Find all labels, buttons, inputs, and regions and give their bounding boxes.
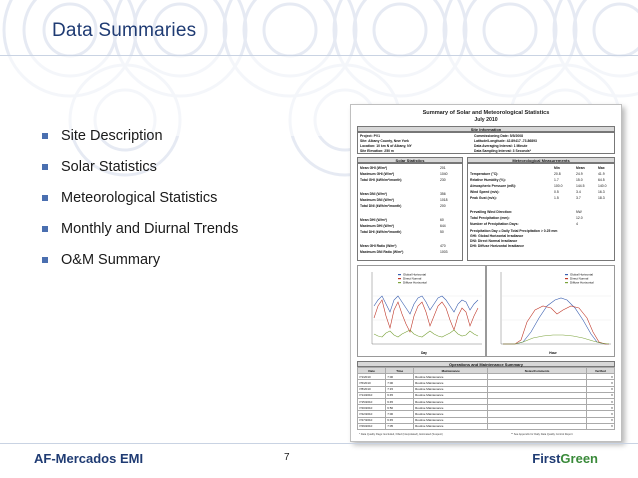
site-line: Commissioning Date: 5/5/2008 <box>474 134 523 138</box>
site-line: Data Averaging Interval: 1 Minute <box>474 144 528 148</box>
om-cell: 6:45 <box>386 417 414 423</box>
om-col: Verified <box>586 368 614 374</box>
site-line: Project: PV1 <box>360 134 380 138</box>
solar-stats-box <box>357 163 463 261</box>
om-header: Operations and Maintenance Summary <box>357 361 615 367</box>
solar-label: Total DHI (kWh/m²/month) <box>360 230 402 234</box>
met-label: Temperature (°C): <box>470 172 499 176</box>
met-value: 16.3 <box>598 190 605 194</box>
met-header: Meteorological Measurements <box>467 157 615 163</box>
bullet-item <box>42 213 238 244</box>
met-label: Peak Gust (m/s): <box>470 196 497 200</box>
report-footnote: ** See Appendix for Daily Data Quality Control Report <box>511 433 573 436</box>
daily-irradiance-chart <box>357 265 486 357</box>
om-cell: 7:05 <box>386 423 414 429</box>
solar-value: 356 <box>440 192 446 196</box>
footer-company: AF-Mercados EMI <box>34 451 144 466</box>
met-col-min: Min <box>554 166 560 170</box>
met-value: 4 <box>576 222 578 226</box>
solar-label: Mean DNI (W/m²) <box>360 192 387 196</box>
report-title: Summary of Solar and Meteorological Statistics <box>422 110 550 116</box>
om-cell: 7/14/2010 <box>358 392 386 398</box>
om-cell: 7/8/2010 <box>358 386 386 392</box>
square-bullet-icon <box>42 164 48 170</box>
report-thumbnail <box>350 104 622 442</box>
report-footnote: * Data Quality Flags: Excluded, Filled (Interpolated), Estimated (Suspect) <box>359 433 443 436</box>
om-cell: X <box>586 417 614 423</box>
bullet-text: O&M Summary <box>61 251 161 268</box>
solar-label: Maximum DHI (W/m²) <box>360 224 394 228</box>
om-cell: Routine Maintenance <box>414 417 488 423</box>
solar-label: Maximum DNI (W/m²) <box>360 198 394 202</box>
bullet-text: Meteorological Statistics <box>61 189 218 206</box>
bullet-item <box>42 182 238 213</box>
bullet-text: Site Description <box>61 127 163 144</box>
logo-text-green: Green <box>560 451 598 466</box>
bullet-text: Monthly and Diurnal Trends <box>61 220 239 237</box>
square-bullet-icon <box>42 257 48 263</box>
om-cell: Routine Maintenance <box>414 423 488 429</box>
om-cell: Routine Maintenance <box>414 380 488 386</box>
site-line: Latitude/Longitude: 42.89417 -73.86893 <box>474 139 537 143</box>
solar-label: Maximum GHI (W/m²) <box>360 172 395 176</box>
legend-entry: Diffuse Horizontal <box>570 280 594 285</box>
om-cell: 7/29/2010 <box>358 423 386 429</box>
slide-title: Data Summaries <box>52 20 197 41</box>
met-value: 144.5 <box>576 184 585 188</box>
solar-value: 201 <box>440 166 446 170</box>
met-value: 1.7 <box>554 178 559 182</box>
om-cell: 6:45 <box>386 398 414 404</box>
page-number: 7 <box>284 452 290 463</box>
om-cell: Routine Maintenance <box>414 392 488 398</box>
met-label: Number of Precipitation Days: <box>470 222 519 226</box>
site-line: Site: Albany County, New York <box>360 139 409 143</box>
om-cell: Routine Maintenance <box>414 386 488 392</box>
x-axis-label: Day <box>421 351 427 355</box>
legend-entry: Direct Normal <box>403 276 422 281</box>
met-value: 1.5 <box>554 196 559 200</box>
bullet-text: Solar Statistics <box>61 158 157 175</box>
om-cell <box>488 423 587 429</box>
solar-value: 60 <box>440 218 444 222</box>
met-note: DHI: Diffuse Horizontal Irradiance <box>470 244 525 248</box>
x-axis-label: Hour <box>549 351 557 355</box>
om-cell: X <box>586 398 614 404</box>
met-box <box>467 163 615 261</box>
solar-value: 1040 <box>440 172 448 176</box>
met-label: Total Precipitation (mm): <box>470 216 510 220</box>
om-cell: Routine Maintenance <box>414 374 488 380</box>
diurnal-irradiance-chart <box>486 265 615 357</box>
met-value: 100.0 <box>554 184 563 188</box>
firstgreen-logo <box>532 451 598 466</box>
solar-label: Total GHI (kWh/m²/month) <box>360 178 402 182</box>
met-col-max: Max <box>598 166 605 170</box>
om-cell: Routine Maintenance <box>414 411 488 417</box>
site-line: Site Elevation: 250 m <box>360 149 394 153</box>
om-cell: 6:50 <box>386 405 414 411</box>
legend-entry: Direct Normal <box>570 276 589 281</box>
solar-label: Mean GHI Ratio (W/m²) <box>360 244 397 248</box>
met-col-mean: Mean <box>576 166 585 170</box>
met-value: 64.5 <box>598 178 605 182</box>
om-col: Date <box>358 368 386 374</box>
title-divider <box>0 55 638 56</box>
met-label: Wind Speed (m/s): <box>470 190 500 194</box>
om-cell: 7:00 <box>386 411 414 417</box>
solar-value: 470 <box>440 244 446 248</box>
om-cell: X <box>586 423 614 429</box>
met-value: 12.0 <box>576 216 583 220</box>
om-cell: 7:15 <box>386 386 414 392</box>
met-value: 41.9 <box>598 172 605 176</box>
site-info-box <box>357 132 615 154</box>
bullet-item <box>42 120 238 151</box>
om-cell: 7/6/2010 <box>358 380 386 386</box>
om-cell: 7/15/2010 <box>358 398 386 404</box>
solar-label: Maximum DNI Ratio (W/m²) <box>360 250 404 254</box>
solar-stats-header: Solar Statistics <box>357 157 463 163</box>
met-value: NW <box>576 210 582 214</box>
site-line: Location: 10 km N of Albany, NY <box>360 144 412 148</box>
solar-value: 200 <box>440 204 446 208</box>
om-cell: 7/22/2010 <box>358 411 386 417</box>
table-row <box>358 423 615 429</box>
om-col: Maintenance <box>414 368 488 374</box>
om-cell: 7:00 <box>386 374 414 380</box>
square-bullet-icon <box>42 226 48 232</box>
met-value: 18.3 <box>598 196 605 200</box>
om-cell: X <box>586 411 614 417</box>
solar-label: Mean GHI (W/m²) <box>360 166 388 170</box>
om-cell: X <box>586 380 614 386</box>
met-value: 140.0 <box>598 184 607 188</box>
om-cell: X <box>586 392 614 398</box>
solar-value: 230 <box>440 178 446 182</box>
om-cell: 7:00 <box>386 380 414 386</box>
met-label: Relative Humidity (%): <box>470 178 506 182</box>
bullet-list <box>42 120 238 275</box>
om-cell: X <box>586 374 614 380</box>
met-value: 0.5 <box>554 190 559 194</box>
om-cell: X <box>586 405 614 411</box>
om-cell: Routine Maintenance <box>414 405 488 411</box>
met-label: Prevailing Wind Direction: <box>470 210 513 214</box>
solar-value: 1003 <box>440 250 448 254</box>
bullet-item <box>42 151 238 182</box>
solar-label: Mean DHI (W/m²) <box>360 218 387 222</box>
om-cell: 6:45 <box>386 392 414 398</box>
legend-entry: Global Horizontal <box>570 272 594 277</box>
bullet-item <box>42 244 238 275</box>
logo-text-first: First <box>532 451 561 466</box>
met-value: 3.4 <box>576 190 581 194</box>
site-info-header: Site Information <box>357 126 615 132</box>
report-month: July 2010 <box>474 117 498 123</box>
diurnal-irradiance-plot <box>487 266 615 357</box>
square-bullet-icon <box>42 195 48 201</box>
legend-entry: Diffuse Horizontal <box>403 280 427 285</box>
solar-label: Total DNI (kWh/m²/month) <box>360 204 402 208</box>
om-cell: X <box>586 386 614 392</box>
footer-divider <box>0 443 638 444</box>
om-table <box>357 367 615 430</box>
om-col: Time <box>386 368 414 374</box>
solar-value: 50 <box>440 230 444 234</box>
met-note: Precipitation Day = Daily Total Precipitation > 0.25 mm <box>470 229 558 233</box>
met-note: GHI: Global Horizontal Irradiance <box>470 234 524 238</box>
om-cell: 7/27/2010 <box>358 417 386 423</box>
om-cell: Routine Maintenance <box>414 398 488 404</box>
om-cell: 7/20/2010 <box>358 405 386 411</box>
met-value: 24.9 <box>576 172 583 176</box>
met-value: 20.8 <box>554 172 561 176</box>
solar-value: 1018 <box>440 198 448 202</box>
om-cell: 7/1/2010 <box>358 374 386 380</box>
met-value: 3.7 <box>576 196 581 200</box>
met-note: DNI: Direct Normal Irradiance <box>470 239 518 243</box>
daily-irradiance-plot <box>358 266 486 357</box>
solar-value: 644 <box>440 224 446 228</box>
met-label: Atmospheric Pressure (mB): <box>470 184 516 188</box>
met-value: 15.0 <box>576 178 583 182</box>
site-line: Data Sampling Interval: 3 Seconds* <box>474 149 531 153</box>
legend-entry: Global Horizontal <box>403 272 427 277</box>
om-col: Notes/Comments <box>488 368 587 374</box>
square-bullet-icon <box>42 133 48 139</box>
